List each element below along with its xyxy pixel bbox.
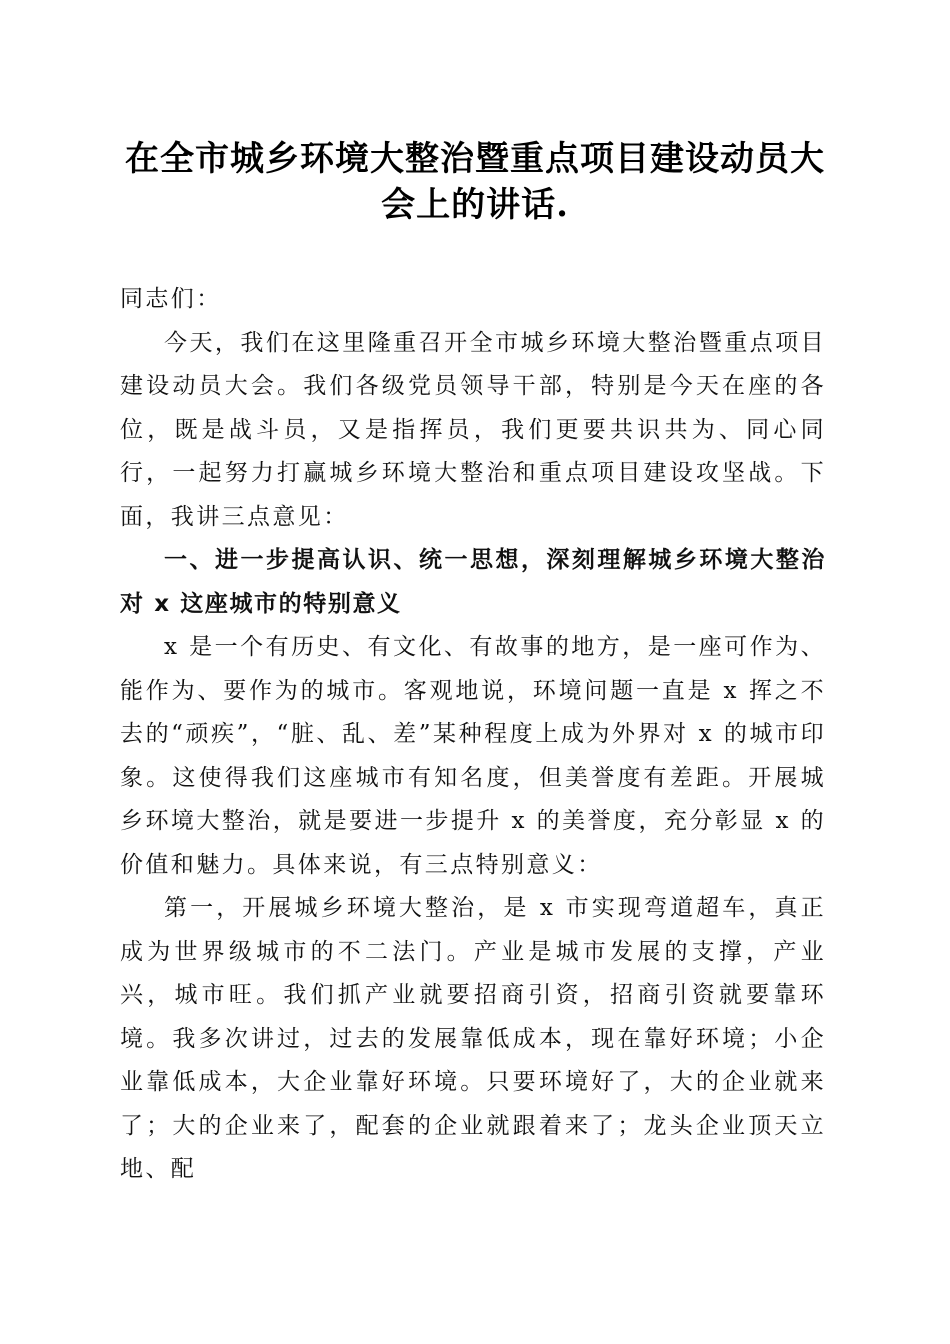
document-title: 在全市城乡环境大整治暨重点项目建设动员大会上的讲话. (125, 139, 825, 225)
paragraph-first-point: 第一，开展城乡环境大整治，是 x 市实现弯道超车，真正成为世界级城市的不二法门。产业是城市发展的支撑，产业兴，城市旺。我们抓产业就要招商引资，招商引资就要靠环境。我多次讲过，过去的发展靠低成本，现在靠好环境；小企业靠低成本，大企业靠好环境。只要环境好了，大的企业就来了；大的企业来了，配套的企业就跟着来了；龙头企业顶天立地、配 (120, 895, 826, 1182)
paragraph-intro: 今天，我们在这里隆重召开全市城乡环境大整治暨重点项目建设动员大会。我们各级党员领导干部，特别是今天在座的各位，既是战斗员，又是指挥员，我们更要共识共为、同心同行，一起努力打赢城乡环境大整治和重点项目建设攻坚战。下面，我讲三点意见： (120, 329, 826, 530)
section-heading-1: 一、进一步提高认识、统一思想，深刻理解城乡环境大整治对 x 这座城市的特别意义 (120, 547, 826, 617)
paragraph-city-image: x 是一个有历史、有文化、有故事的地方，是一座可作为、能作为、要作为的城市。客观地说，环境问题一直是 x 挥之不去的“顽疾”，“脏、乱、差”某种程度上成为外界对 x 的城市印象。这使得我们这座城市有知名度，但美誉度有差距。开展城乡环境大整治，就是要进一步提升 x 的美誉度，充分彰显 x 的价值和魅力。具体来说，有三点特别意义： (120, 634, 826, 878)
document-body (120, 278, 826, 1192)
salutation: 同志们： (120, 286, 222, 312)
